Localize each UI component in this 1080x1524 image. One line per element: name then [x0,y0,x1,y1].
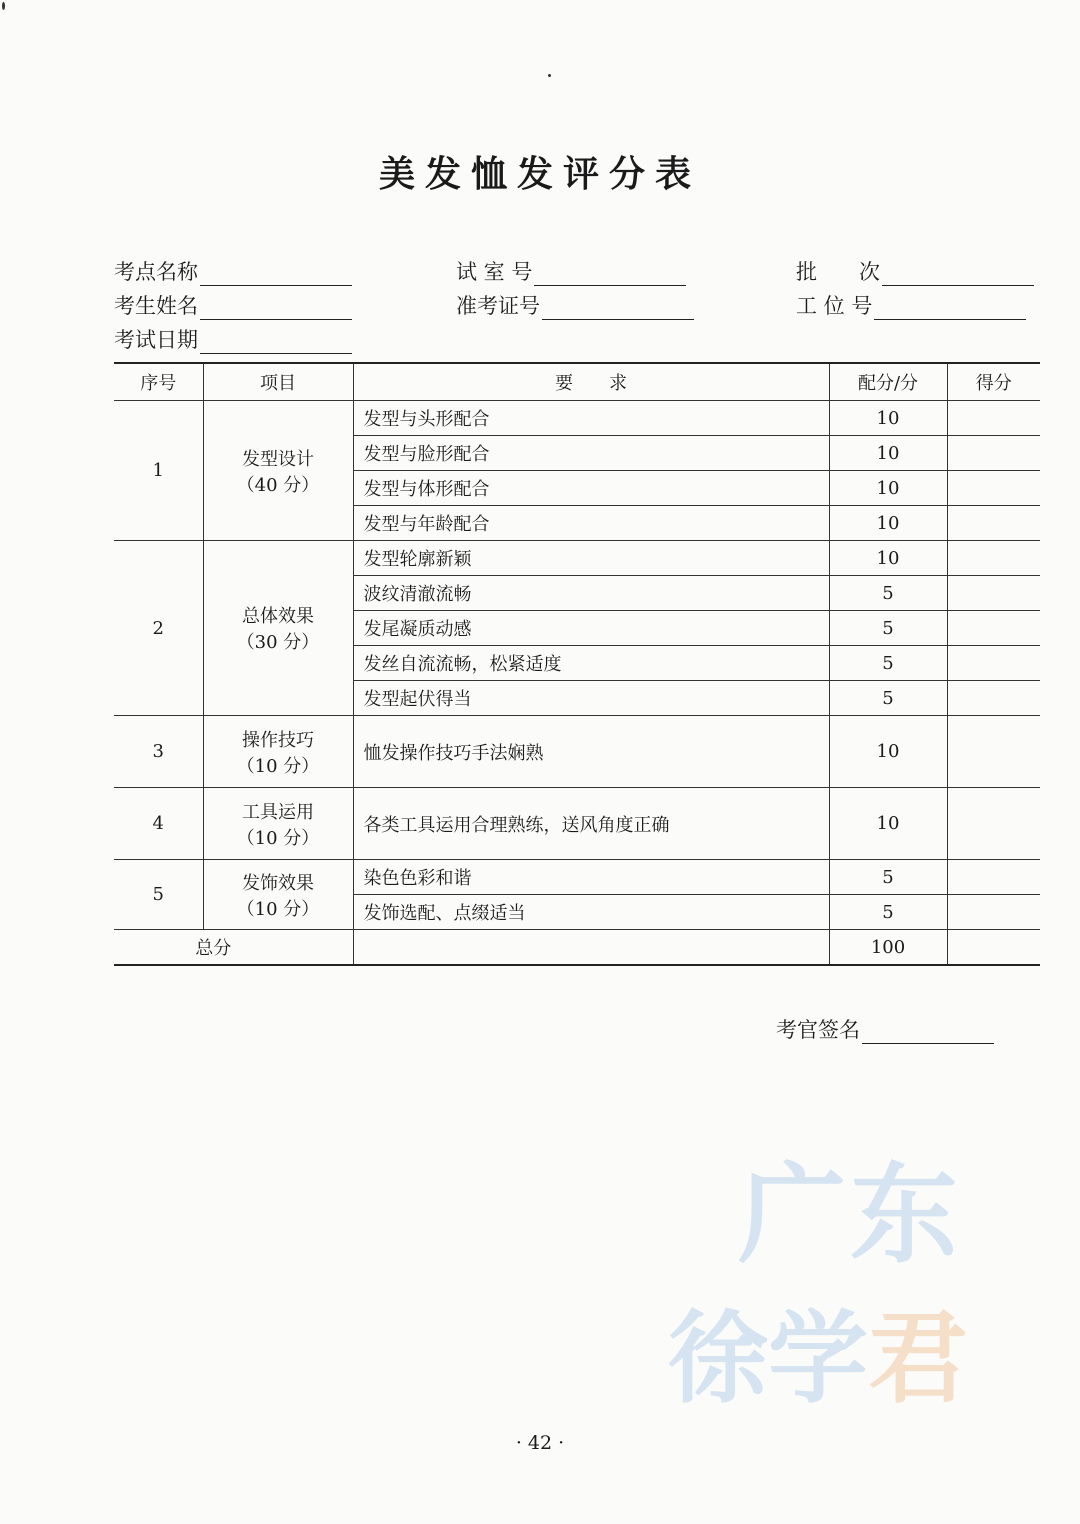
points-cell: 10 [829,541,947,576]
row-no: 4 [114,788,203,860]
candidate-name-field [114,290,352,320]
table-row [114,541,1040,576]
exam-site-label: 考点名称 [114,260,198,284]
item-name: 操作技巧 [242,729,314,751]
score-cell [947,646,1040,681]
exam-site-blank [200,265,352,286]
exam-room-field [456,256,686,286]
requirement-cell: 发饰选配、点缀适当 [353,895,829,930]
score-cell [947,860,1040,895]
exam-date-field [114,324,352,354]
station-no-field [796,290,1026,320]
table-row [114,788,1040,860]
points-cell: 10 [829,436,947,471]
header-item: 项目 [203,363,353,401]
requirement-cell: 发型与体形配合 [353,471,829,506]
score-table [114,362,1040,966]
header-requirement: 要 求 [353,363,829,401]
row-item [203,401,353,541]
score-cell [947,611,1040,646]
batch-field [796,256,1034,286]
item-score: （10 分） [236,755,320,777]
table-row [114,716,1040,788]
item-score: （40 分） [236,474,320,496]
points-cell: 10 [829,788,947,860]
header-no: 序号 [114,363,203,401]
batch-blank [882,265,1034,286]
score-cell [947,471,1040,506]
requirement-cell: 发型与年龄配合 [353,506,829,541]
exam-room-label: 试 室 号 [456,260,533,284]
requirement-cell: 发型与脸形配合 [353,436,829,471]
points-cell: 5 [829,646,947,681]
batch-label: 批 次 [796,260,880,284]
score-cell [947,788,1040,860]
row-no: 2 [114,541,203,716]
requirement-cell: 发尾凝质动感 [353,611,829,646]
total-row [114,930,1040,966]
table-header-row [114,363,1040,401]
score-cell [947,895,1040,930]
examiner-signature-field [776,1014,994,1044]
points-cell: 10 [829,506,947,541]
score-cell [947,436,1040,471]
item-score: （30 分） [236,632,320,653]
item-name: 工具运用 [242,801,314,823]
total-score-cell [947,930,1040,966]
requirement-cell: 发型轮廓新颖 [353,541,829,576]
total-label: 总分 [114,930,353,966]
station-no-label: 工 位 号 [796,294,873,318]
score-cell [947,716,1040,788]
admission-no-blank [542,299,694,320]
examiner-signature-label: 考官签名 [776,1018,860,1042]
total-points: 100 [829,930,947,966]
watermark-line2a: 徐学 [668,1300,868,1417]
score-cell [947,681,1040,716]
score-cell [947,506,1040,541]
examiner-signature-blank [862,1023,994,1044]
requirement-cell: 发型与头形配合 [353,401,829,436]
candidate-name-label: 考生姓名 [114,294,198,318]
requirement-cell: 各类工具运用合理熟练，送风角度正确 [353,788,829,860]
exam-date-label: 考试日期 [114,328,198,352]
station-no-blank [874,299,1026,320]
points-cell: 10 [829,716,947,788]
score-cell [947,576,1040,611]
points-cell: 5 [829,895,947,930]
scan-speck [2,2,5,10]
watermark-logo [668,1128,1008,1448]
watermark-line2 [668,1278,968,1422]
row-item [203,716,353,788]
exam-room-blank [534,265,686,286]
total-requirement-cell [353,930,829,966]
row-no: 3 [114,716,203,788]
item-score: （10 分） [236,898,320,920]
points-cell: 5 [829,576,947,611]
row-item [203,541,353,716]
row-no: 1 [114,401,203,541]
requirement-cell: 发型起伏得当 [353,681,829,716]
points-cell: 10 [829,471,947,506]
item-name: 总体效果 [242,606,314,627]
row-item [203,860,353,930]
requirement-cell: 染色色彩和谐 [353,860,829,895]
points-cell: 5 [829,860,947,895]
scan-speck [548,74,551,77]
candidate-name-blank [200,299,352,320]
page-title: 美发恤发评分表 [378,153,701,195]
header-points: 配分/分 [829,363,947,401]
watermark-line2b: 君 [868,1300,968,1417]
points-cell: 10 [829,401,947,436]
exam-site-field [114,256,352,286]
requirement-cell: 波纹清澈流畅 [353,576,829,611]
page-number: · 42 · [515,1432,565,1454]
header-score: 得分 [947,363,1040,401]
exam-date-blank [200,333,352,354]
table-row [114,401,1040,436]
requirement-cell: 恤发操作技巧手法娴熟 [353,716,829,788]
item-name: 发饰效果 [242,872,314,894]
points-cell: 5 [829,681,947,716]
score-cell [947,401,1040,436]
row-item [203,788,353,860]
score-cell [947,541,1040,576]
admission-no-label: 准考证号 [456,294,540,318]
item-score: （10 分） [236,827,320,849]
requirement-cell: 发丝自流流畅，松紧适度 [353,646,829,681]
table-row [114,860,1040,895]
item-name: 发型设计 [242,448,314,470]
watermark-line1: 广东 [738,1153,963,1278]
admission-no-field [456,290,694,320]
points-cell: 5 [829,611,947,646]
row-no: 5 [114,860,203,930]
